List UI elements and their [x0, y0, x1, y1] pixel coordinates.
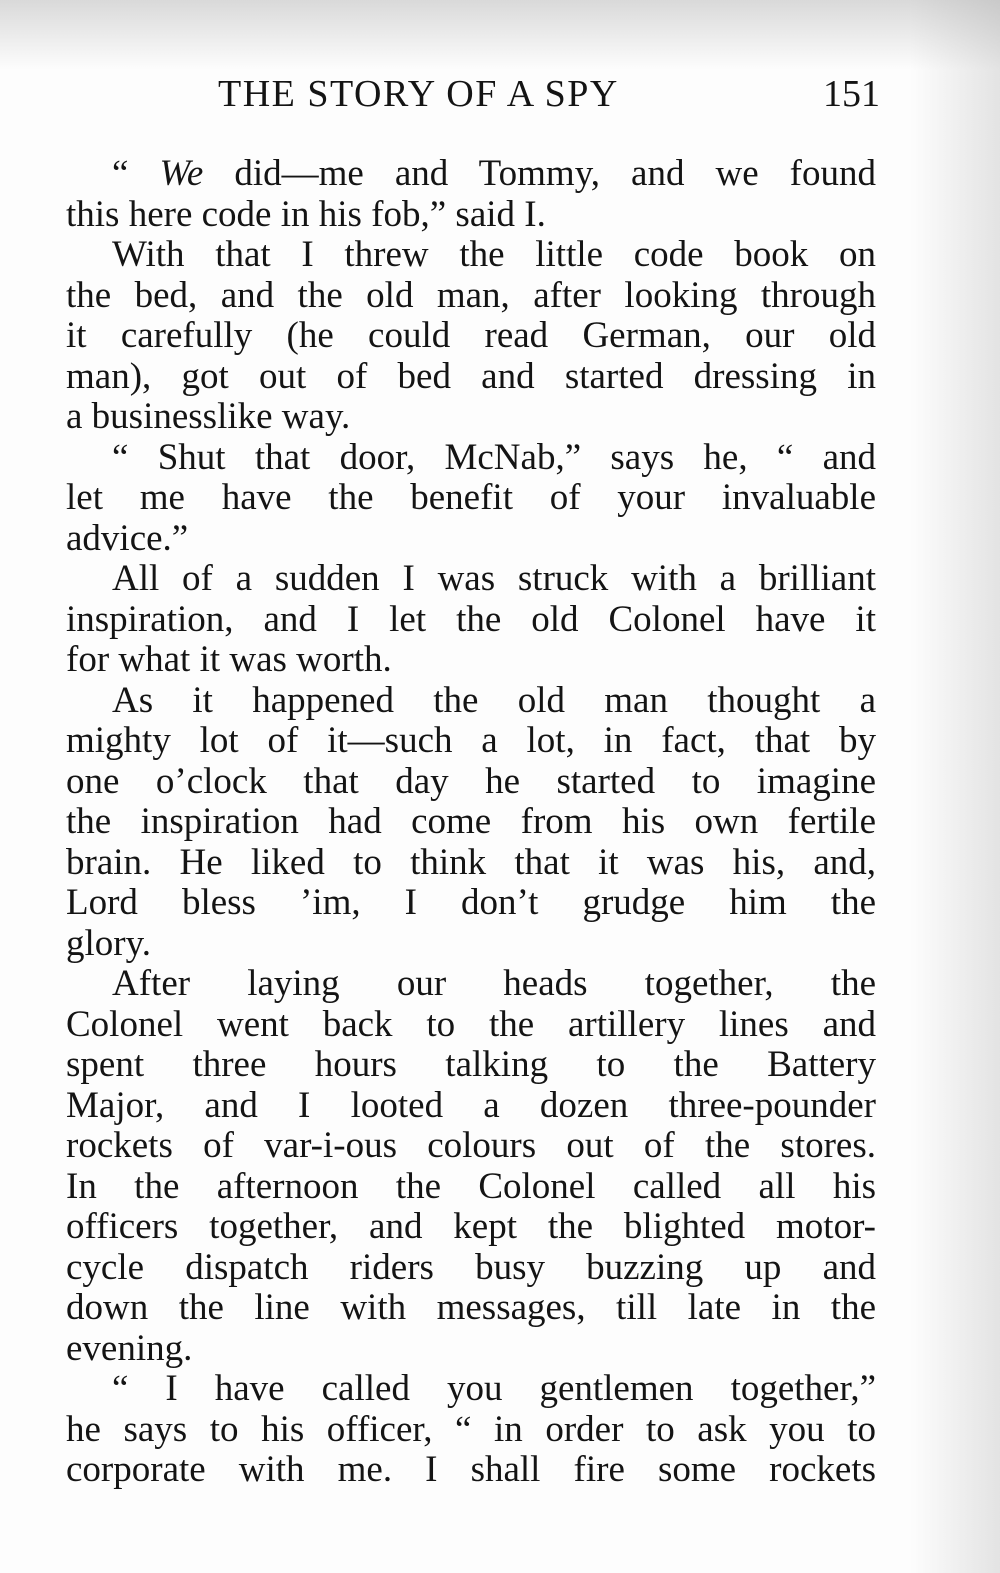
text-line: down the line with messages, till late in the [66, 1288, 876, 1328]
text-line: it carefully (he could read German, our old [66, 316, 876, 356]
text-line: advice.” [66, 518, 189, 559]
text-line: inspiration, and I let the old Colonel have it [66, 599, 876, 640]
text-line: corporate with me. I shall fire some rockets [66, 1450, 876, 1490]
text-line: As it happened the old man thought a [112, 680, 876, 721]
running-title: THE STORY OF A SPY [218, 73, 619, 115]
text-line: for what it was worth. [66, 640, 392, 680]
text-line: glory. [66, 923, 151, 964]
text-line: Major, and I looted a dozen three-pounder [66, 1085, 876, 1126]
text-line: mighty lot of it—such a lot, in fact, that by [66, 721, 876, 761]
text-line: the inspiration had come from his own fertile [66, 802, 876, 842]
line-lead: “ [112, 154, 160, 194]
text-line: this here code in his fob,” said I. [66, 194, 546, 235]
text-line: evening. [66, 1328, 193, 1369]
text-line: “ Shut that door, McNab,” says he, “ and [112, 437, 876, 478]
text-line: rockets of var-i-ous colours out of the stores. [66, 1126, 876, 1166]
text-line: brain. He liked to think that it was his, and, [66, 842, 876, 883]
body-text [66, 154, 876, 1491]
text-line: Lord bless ’im, I don’t grudge him the [66, 883, 876, 923]
text-line: the bed, and the old man, after looking through [66, 275, 876, 316]
text-line: cycle dispatch riders busy buzzing up and [66, 1247, 876, 1288]
text-line: man), got out of bed and started dressing in [66, 356, 876, 397]
text-line: All of a sudden I was struck with a brilliant [112, 559, 876, 599]
text-line: one o’clock that day he started to imagine [66, 761, 876, 802]
text-line: With that I threw the little code book on [112, 235, 876, 275]
text-line: let me have the benefit of your invaluable [66, 478, 876, 518]
text-line: a businesslike way. [66, 397, 351, 437]
text-line: spent three hours talking to the Battery [66, 1045, 876, 1085]
text-line: After laying our heads together, the [112, 964, 876, 1004]
page-number: 151 [823, 73, 880, 115]
text-line: In the afternoon the Colonel called all his [66, 1166, 876, 1207]
text-line: “ I have called you gentlemen together,” [112, 1369, 876, 1409]
text-line: officers together, and kept the blighted motor- [66, 1207, 876, 1247]
text-line [66, 154, 876, 195]
text-line: he says to his officer, “ in order to ask you to [66, 1409, 876, 1450]
emphasis-word: We [159, 154, 204, 194]
running-header [66, 72, 880, 122]
page-edge-shading-top [0, 0, 1000, 70]
text-line: Colonel went back to the artillery lines and [66, 1004, 876, 1045]
page-edge-shading-right [910, 0, 1000, 1573]
line-rest: did—me and Tommy, and we found [203, 154, 876, 194]
